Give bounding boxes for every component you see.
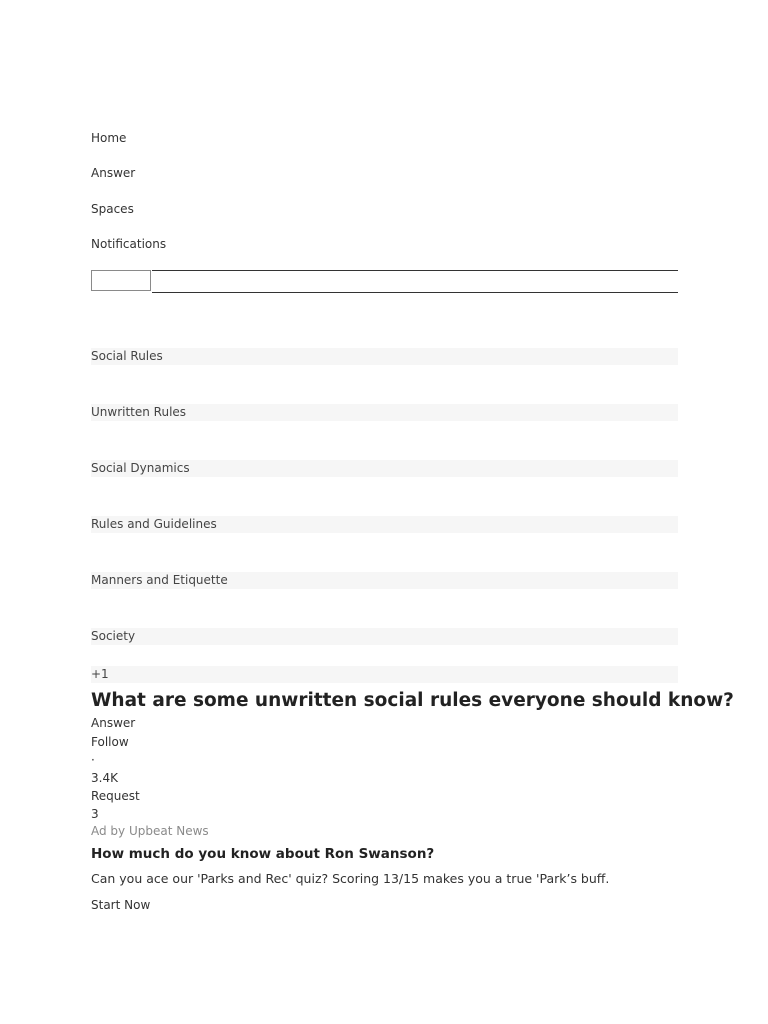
follow-button[interactable]: Follow <box>91 735 129 749</box>
ad-body: Can you ace our 'Parks and Rec' quiz? Scoring 13/15 makes you a true 'Park’s buff. <box>91 871 610 886</box>
more-topics-button[interactable]: +1 <box>91 666 678 683</box>
request-button[interactable]: Request <box>91 789 140 803</box>
meta-separator: · <box>91 753 95 767</box>
search-input[interactable] <box>91 270 151 291</box>
nav-answer-link[interactable]: Answer <box>91 166 136 180</box>
topic-tag-manners-and-etiquette[interactable]: Manners and Etiquette <box>91 572 678 589</box>
search-bar-top-border <box>152 270 678 271</box>
nav-notifications-link[interactable]: Notifications <box>91 237 167 251</box>
topic-tag-society[interactable]: Society <box>91 628 678 645</box>
nav-spaces-link[interactable]: Spaces <box>91 202 134 216</box>
search-bar-bottom-border <box>152 292 678 293</box>
topic-tag-rules-and-guidelines[interactable]: Rules and Guidelines <box>91 516 678 533</box>
topic-tag-unwritten-rules[interactable]: Unwritten Rules <box>91 404 678 421</box>
start-now-button[interactable]: Start Now <box>91 898 151 912</box>
question-title: What are some unwritten social rules everyone should know? <box>91 690 734 711</box>
follow-count: 3.4K <box>91 771 118 785</box>
ad-label: Ad by Upbeat News <box>91 824 209 838</box>
nav-home-link[interactable]: Home <box>91 131 127 145</box>
topic-tag-social-dynamics[interactable]: Social Dynamics <box>91 460 678 477</box>
request-count: 3 <box>91 807 99 821</box>
ad-title[interactable]: How much do you know about Ron Swanson? <box>91 846 435 862</box>
answer-button[interactable]: Answer <box>91 716 136 730</box>
topic-tag-social-rules[interactable]: Social Rules <box>91 348 678 365</box>
